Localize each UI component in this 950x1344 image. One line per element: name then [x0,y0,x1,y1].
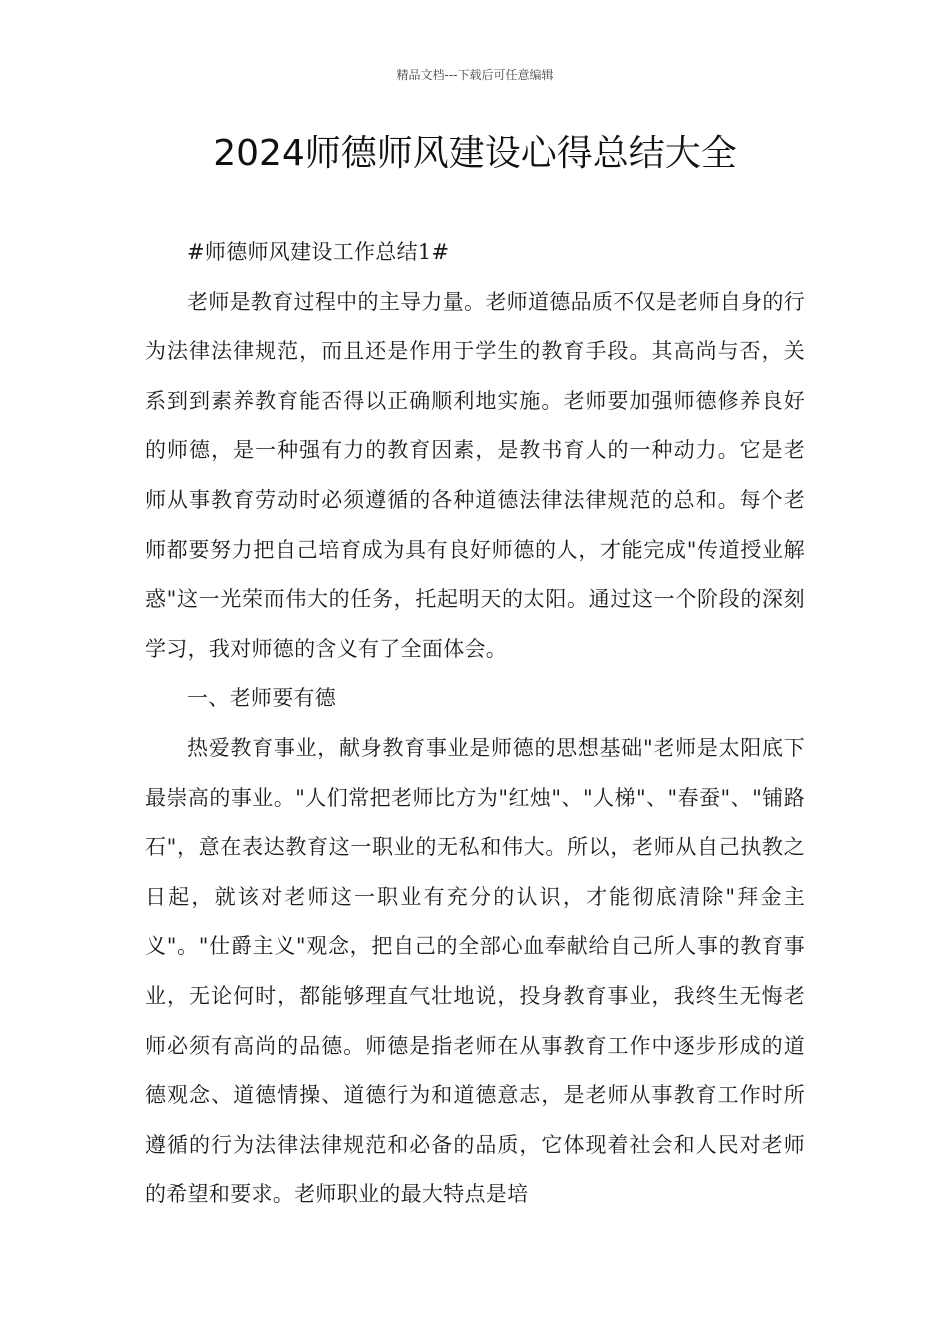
page-header-watermark: 精品文档---下载后可任意编辑 [396,68,554,82]
document-title: 2024师德师风建设心得总结大全 [213,133,737,174]
document-body [145,228,805,1220]
body-paragraph: 老师是教育过程中的主导力量。老师道德品质不仅是老师自身的行为法律法律规范，而且还是作用于学生的教育手段。其高尚与否，关系到到素养教育能否得以正确顺利地实施。老师要加强师德修养良好的师德，是一种强有力的教育因素，是教书育人的一种动力。它是老师从事教育劳动时必须遵循的各种道德法律法律规范的总和。每个老师都要努力把自己培育成为具有良好师德的人，才能完成"传道授业解惑"这一光荣而伟大的任务，托起明天的太阳。通过这一个阶段的深刻学习，我对师德的含义有了全面体会。 [145,289,805,661]
subsection-heading: 一、老师要有德 [187,686,337,711]
body-paragraph: 热爱教育事业，献身教育事业是师德的思想基础"老师是太阳底下最崇高的事业。"人们常把老师比方为"红烛"、"人梯"、"春蚕"、"铺路石"，意在表达教育这一职业的无私和伟大。所以，老师从自己执教之日起，就该对老师这一职业有充分的认识，才能彻底清除"拜金主义"。"仕爵主义"观念，把自己的全部心血奉献给自己所人事的教育事业，无论何时，都能够理直气壮地说，投身教育事业，我终生无悔老师必须有高尚的品德。师德是指老师在从事教育工作中逐步形成的道德观念、道德情操、道德行为和道德意志，是老师从事教育工作时所遵循的行为法律法律规范和必备的品质，它体现着社会和人民对老师的希望和要求。老师职业的最大特点是培 [145,735,805,1207]
section-heading: #师德师风建设工作总结1# [187,240,450,264]
